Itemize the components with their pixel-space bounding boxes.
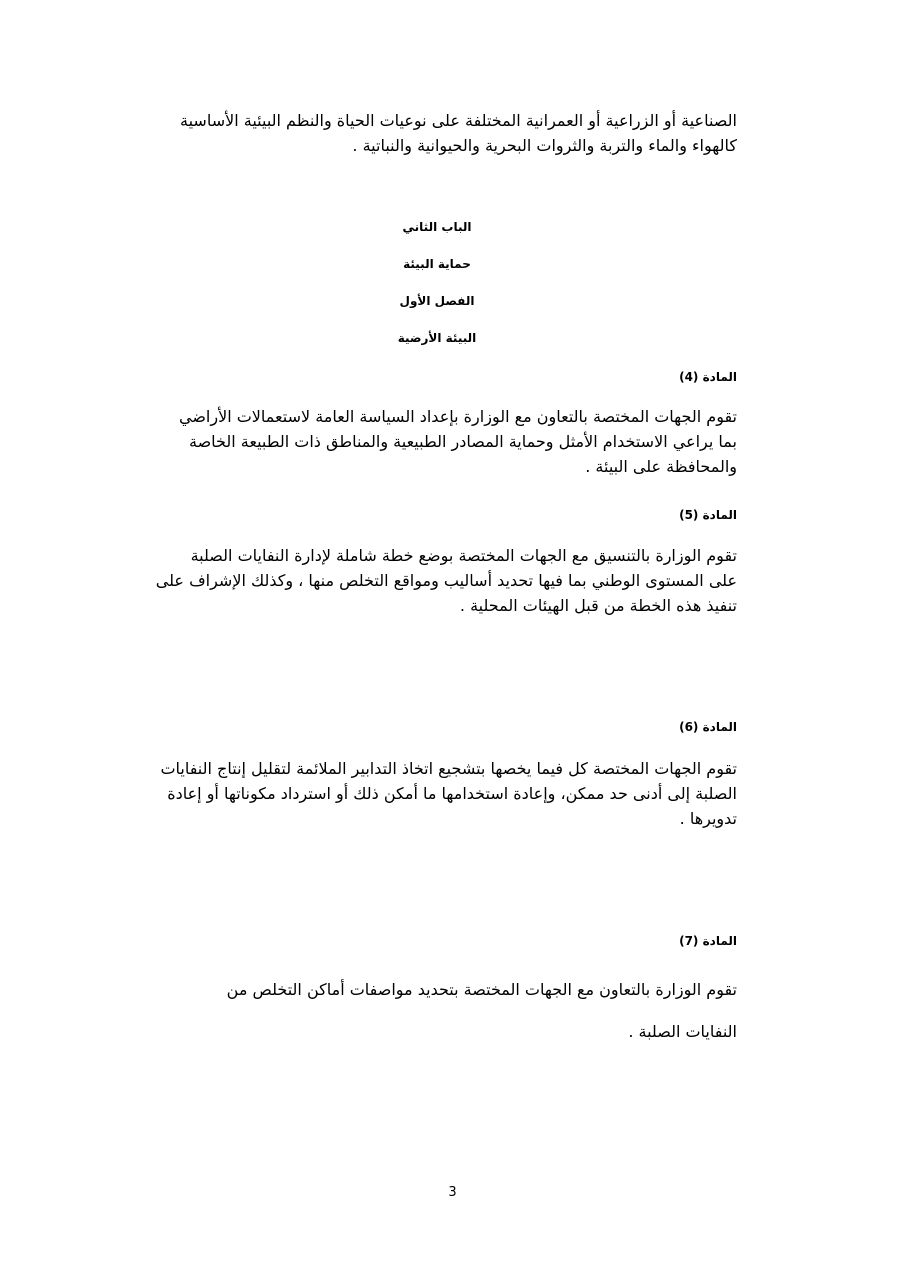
article-line: تقوم الجهات المختصة بالتعاون مع الوزارة بإعداد السياسة العامة لاستعمالات الأراضي [178,407,737,426]
article-label: المادة (5) [679,508,737,522]
article-body [156,543,737,618]
article-body [160,756,737,831]
article-line: والمحافظة على البيئة . [585,457,737,476]
article-body [179,404,737,479]
article-line: على المستوى الوطني بما فيها تحديد أساليب ومواقع التخلص منها ، وكذلك الإشراف على [155,571,737,590]
intro-line: كالهواء والماء والتربة والثروات البحرية والحيوانية والنباتية . [352,136,737,155]
article-line: النفايات الصلبة . [628,1022,737,1041]
chapter-heading: الفصل الأول [399,294,475,308]
chapter-title: البيئة الأرضية [397,331,477,345]
article-line: تدويرها . [679,809,737,828]
article-line: بما يراعي الاستخدام الأمثل وحماية المصادر الطبيعية والمناطق ذات الطبيعة الخاصة [189,432,737,451]
article-line: الصلبة إلى أدنى حد ممكن، وإعادة استخدامها ما أمكن ذلك أو استرداد مكوناتها أو إعادة [167,784,737,803]
article-line: تقوم الوزارة بالتنسيق مع الجهات المختصة بوضع خطة شاملة لإدارة النفايات الصلبة [190,546,737,565]
intro-paragraph [180,108,737,158]
article-line: تقوم الوزارة بالتعاون مع الجهات المختصة بتحديد مواصفات أماكن التخلص من [226,980,737,999]
intro-line: الصناعية أو الزراعية أو العمرانية المختلفة على نوعيات الحياة والنظم البيئية الأساسية [180,111,737,130]
part-heading: الباب الثاني [402,220,472,234]
article-label: المادة (4) [679,370,737,384]
article-body [227,969,737,1053]
article-line: تنفيذ هذه الخطة من قبل الهيئات المحلية . [459,596,737,615]
article-label: المادة (6) [679,720,737,734]
article-line: تقوم الجهات المختصة كل فيما يخصها بتشجيع اتخاذ التدابير الملائمة لتقليل إنتاج النفايات [160,759,737,778]
page-number: 3 [448,1185,457,1200]
article-label: المادة (7) [679,934,737,948]
part-title: حماية البيئة [403,257,471,271]
